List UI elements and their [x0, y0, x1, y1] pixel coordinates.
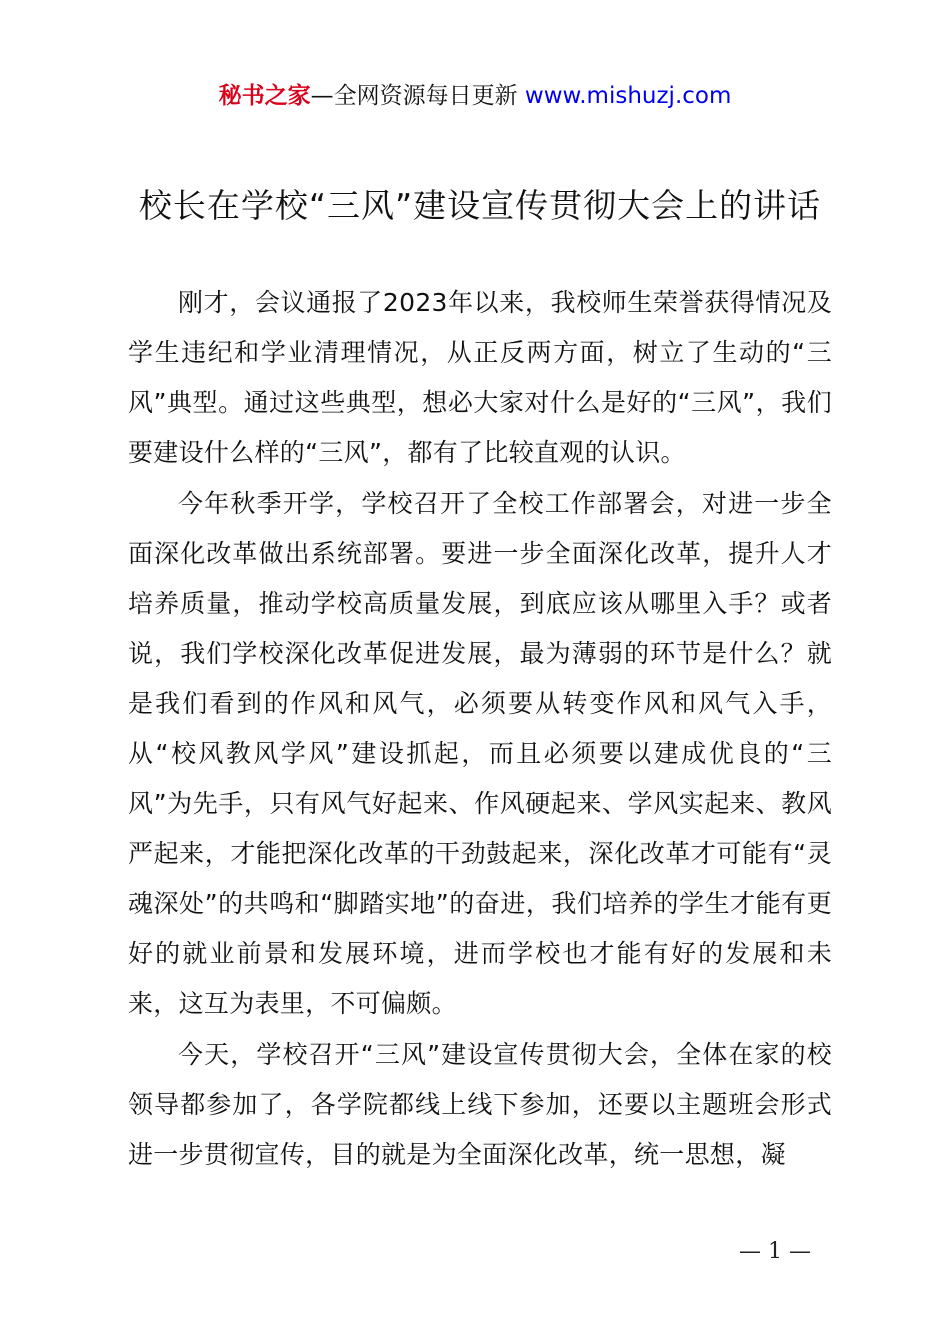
paragraph: 今年秋季开学，学校召开了全校工作部署会，对进一步全面深化改革做出系统部署。要进一步全面深化改革，提升人才培养质量，推动学校高质量发展，到底应该从哪里入手？或者说，我们学校深化改革促进发展，最为薄弱的环节是什么？就是我们看到的作风和风气，必须要从转变作风和风气入手，从“校风教风学风”建设抓起，而且必须要以建成优良的“三风”为先手，只有风气好起来、作风硬起来、学风实起来、教风严起来，才能把深化改革的干劲鼓起来，深化改革才可能有“灵魂深处”的共鸣和“脚踏实地”的奋进，我们培养的学生才能有更好的就业前景和发展环境，进而学校也才能有好的发展和未来，这互为表里，不可偏颇。: [128, 489, 832, 1018]
paragraph: 今天，学校召开“三风”建设宣传贯彻大会，全体在家的校领导都参加了，各学院都线上线下参加，还要以主题班会形式进一步贯彻宣传，目的就是为全面深化改革，统一思想，凝: [128, 1040, 832, 1169]
paragraph: 刚才，会议通报了2023年以来，我校师生荣誉获得情况及学生违纪和学业清理情况，从正反两方面，树立了生动的“三风”典型。通过这些典型，想必大家对什么是好的“三风”，我们要建设什么样的“三风”，都有了比较直观的认识。: [128, 288, 832, 467]
site-slogan: —全网资源每日更新: [310, 83, 525, 109]
page-number: — 1 —: [739, 1239, 811, 1264]
document-title: 校长在学校“三风”建设宣传贯彻大会上的讲话: [138, 186, 822, 225]
site-header: [0, 80, 950, 112]
site-name: 秘书之家: [218, 83, 311, 109]
document-body: [128, 278, 832, 1181]
site-url-link[interactable]: www.mishuzj.com: [524, 83, 732, 109]
